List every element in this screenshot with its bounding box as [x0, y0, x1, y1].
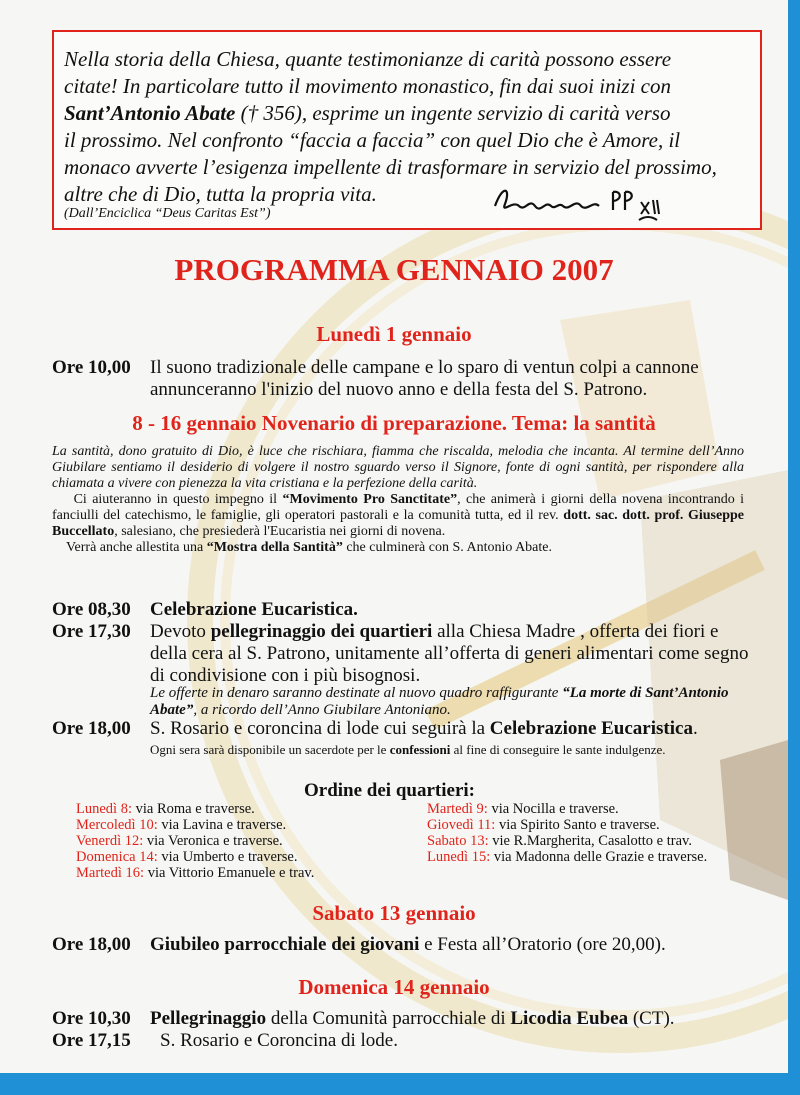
event-time: Ore 10,30 — [52, 1008, 131, 1029]
list-item: Venerdì 12: via Veronica e traverse. — [76, 833, 283, 849]
event-time: Ore 17,30 — [52, 621, 131, 642]
event-desc: Giubileo parrocchiale dei giovani e Festa all’Oratorio (ore 20,00). — [150, 934, 666, 955]
event-row-1715 — [52, 1030, 750, 1052]
event-desc: Pellegrinaggio della Comunità parrocchiale di Licodia Eubea (CT). — [150, 1008, 675, 1029]
quote-box — [52, 30, 762, 230]
list-item: Giovedì 11: via Spirito Santo e traverse. — [427, 817, 660, 833]
event-time: Ore 08,30 — [52, 599, 131, 620]
event-row-sabato — [52, 934, 750, 956]
event-time: Ore 17,15 — [52, 1030, 131, 1051]
event-desc: Celebrazione Eucaristica. — [150, 599, 358, 620]
heading-sabato-13: Sabato 13 gennaio — [312, 901, 476, 925]
quote-line: Nella storia della Chiesa, quante testimonianze di carità possono essere — [64, 47, 672, 71]
heading-novena: 8 - 16 gennaio Novenario di preparazione. Tema: la santità — [132, 411, 656, 435]
novena-intro: La santità, dono gratuito di Dio, è luce che rischiara, fiamma che riscalda, melodia che incanta. Al termine dell’Anno Giubilare sentiamo il desiderio di volgere il nostro sguardo verso il Signore, fonte di ogni santità, per rispondere alla chiamata a vivere con pienezza la vita cristiana e la perfezione della carità. — [52, 444, 744, 491]
heading-domenica-14: Domenica 14 gennaio — [298, 975, 490, 999]
quote-saint-name: Sant’Antonio Abate — [64, 101, 236, 125]
quote-line: († 356), esprime un ingente servizio di carità verso — [235, 101, 671, 125]
event-row-1030 — [52, 1008, 750, 1030]
list-item: Martedì 16: via Vittorio Emanuele e trav. — [76, 865, 315, 881]
list-item: Martedì 9: via Nocilla e traverse. — [427, 801, 619, 817]
event-time: Ore 18,00 — [52, 934, 131, 955]
list-item: Lunedì 15: via Madonna delle Grazie e traverse. — [427, 849, 708, 865]
novena-text: La santità, dono gratuito di Dio, è luce che rischiara, fiamma che riscalda, melodia che incanta. Al termine dell’Anno Giubilare sentiamo il desiderio di volgere il nostro sguardo verso il Signore, fonte di ogni santità, per rispondere alla chiamata a vivere con pienezza la vita cristiana e la perfezione della carità. Ci aiuteranno in questo impegno il “Movimento Pro Sanctitate”, che animerà i giorni della novena incontrando i fanciulli del catechismo, le famiglie, gli operatori pastorali e la comunità tutta, ed il rev. dott. sac. dott. prof. Giuseppe Buccellato, salesiano, che presiederà l'Eucaristia nei giorni di novena. Verrà anche allestita una “Mostra della Santità” che culminerà con S. Antonio Abate. — [52, 444, 744, 555]
heading-lunedi-1: Lunedì 1 gennaio — [316, 322, 472, 346]
quote-source: (Dall’Enciclica “Deus Caritas Est”) — [64, 206, 271, 221]
event-time: Ore 10,00 — [52, 357, 131, 378]
list-item: Sabato 13: vie R.Margherita, Casalotto e trav. — [427, 833, 692, 849]
event-desc: Devoto pellegrinaggio dei quartieri alla Chiesa Madre , offerta dei fiori e della cera al S. Patrono, unitamente all’offerta di generi alimentari come segno di condivisione con i più bisognosi. — [150, 621, 749, 686]
offering-note: Le offerte in denaro saranno destinate al nuovo quadro raffigurante “La morte di Sant’Antonio Abate”, a ricordo dell’Anno Giubilare Antoniano. — [150, 685, 729, 718]
quote-line: altre che di Dio, tutta la propria vita. — [64, 182, 377, 206]
quote-line: monaco avverte l’esigenza impellente di trasformare in servizio del prossimo, — [64, 155, 717, 179]
quote-line: il prossimo. Nel confronto “faccia a faccia” con quel Dio che è Amore, il — [64, 128, 681, 152]
quartieri-heading: Ordine dei quartieri: — [304, 780, 475, 801]
list-item: Domenica 14: via Umberto e traverse. — [76, 849, 298, 865]
event-desc: Il suono tradizionale delle campane e lo sparo di ventun colpi a cannone annunceranno l'inizio del nuovo anno e della festa del S. Patrono. — [150, 357, 699, 400]
quartieri-left-list — [76, 801, 314, 881]
event-row-1730 — [52, 621, 750, 687]
event-row-1800 — [52, 718, 750, 740]
page-title: PROGRAMMA GENNAIO 2007 — [174, 252, 614, 287]
confession-note: Ogni sera sarà disponibile un sacerdote per le confessioni al fine di conseguire le sante indulgenze. — [150, 742, 666, 757]
event-desc: S. Rosario e coroncina di lode cui seguirà la Celebrazione Eucaristica. — [150, 718, 698, 739]
quartieri-right-list — [427, 801, 707, 865]
event-time: Ore 18,00 — [52, 718, 131, 739]
event-row-1000 — [52, 357, 750, 401]
list-item: Mercoledì 10: via Lavina e traverse. — [76, 817, 287, 833]
event-row-0830 — [52, 599, 750, 621]
event-desc: S. Rosario e Coroncina di lode. — [160, 1030, 398, 1051]
signature-image — [489, 180, 669, 224]
list-item: Lunedì 8: via Roma e traverse. — [76, 801, 255, 817]
quote-line: citate! In particolare tutto il movimento monastico, fin dai suoi inizi con — [64, 74, 671, 98]
